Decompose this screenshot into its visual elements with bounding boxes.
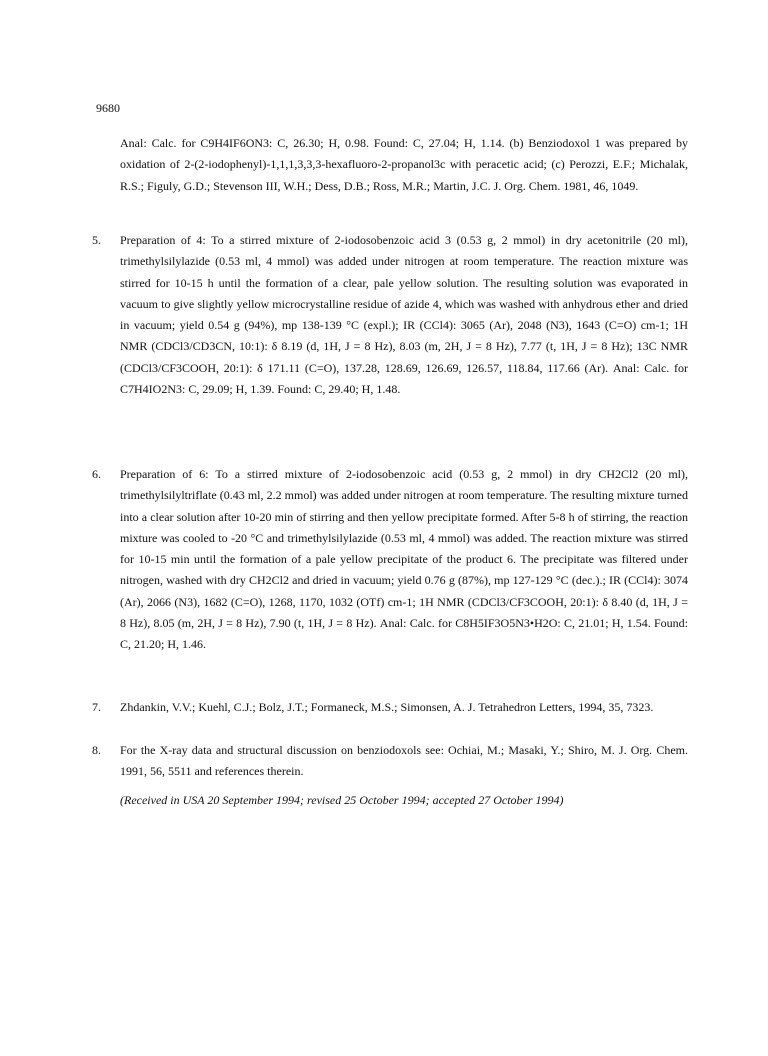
footnote-number: 5. (92, 233, 101, 247)
footnote-text: Zhdankin, V.V.; Kuehl, C.J.; Bolz, J.T.; Formaneck, M.S.; Simonsen, A. J. Tetrahedron Letters, 1994, 35, 7323. (120, 700, 654, 714)
footnote-number: 8. (92, 743, 101, 757)
footnote-7 (92, 697, 688, 718)
continued-footnote: Anal: Calc. for C9H4IF6ON3: C, 26.30; H, 0.98. Found: C, 27.04; H, 1.14. (b) Benziodoxol 1 was prepared by oxidation of 2-(2-iodophenyl)-1,1,1,3,3,3-hexafluoro-2-propanol3c with peracetic acid; (c) Perozzi, E.F.; Michalak, R.S.; Figuly, G.D.; Stevenson III, W.H.; Dess, D.B.; Ross, M.R.; Martin, J.C. J. Org. Chem. 1981, 46, 1049. (120, 136, 688, 193)
footnote-text: Preparation of 4: To a stirred mixture of 2-iodosobenzoic acid 3 (0.53 g, 2 mmol) in dry acetonitrile (20 ml), trimethylsilylazide (0.53 ml, 4 mmol) was added under nitrogen at room temperature. The reaction mixture was stirred for 10-15 h until the formation of a clear, pale yellow solution. The resulting solution was evaporated in vacuum to give slightly yellow microcrystalline residue of azide 4, which was washed with anhydrous ether and dried in vacuum; yield 0.54 g (94%), mp 138-139 °C (expl.); IR (CCl4): 3065 (Ar), 2048 (N3), 1643 (C=O) cm-1; 1H NMR (CDCl3/CD3CN, 10:1): δ 8.19 (d, 1H, J = 8 Hz), 8.03 (m, 2H, J = 8 Hz), 7.77 (t, 1H, J = 8 Hz); 13C NMR (CDCl3/CF3COOH, 20:1): δ 171.11 (C=O), 137.28, 128.69, 126.69, 126.57, 118.84, 117.66 (Ar). Anal: Calc. for C7H4IO2N3: C, 29.09; H, 1.39. Found: C, 29.40; H, 1.48. (120, 233, 688, 397)
footnote-text: Preparation of 6: To a stirred mixture of 2-iodosobenzoic acid (0.53 g, 2 mmol) in dry CH2Cl2 (20 ml), trimethylsilyltriflate (0.43 ml, 2.2 mmol) was added under nitrogen at room temperature. The resulting mixture turned into a clear solution after 10-20 min of stirring and then yellow precipitate formed. After 5-8 h of stirring, the reaction mixture was cooled to -20 °C and trimethylsilylazide (0.53 ml, 4 mmol) was added. The reaction mixture was stirred for 10-15 min until the formation of a pale yellow precipitate of the product 6. The precipitate was filtered under nitrogen, washed with dry CH2Cl2 and dried in vacuum; yield 0.76 g (87%), mp 127-129 °C (dec.).; IR (CCl4): 3074 (Ar), 2066 (N3), 1682 (C=O), 1268, 1170, 1032 (OTf) cm-1; 1H NMR (CDCl3/CF3COOH, 20:1): δ 8.40 (d, 1H, J = 8 Hz), 8.05 (m, 2H, J = 8 Hz), 7.90 (t, 1H, J = 8 Hz). Anal: Calc. for C8H5IF3O5N3•H2O: C, 21.01; H, 1.54. Found: C, 21.20; H, 1.46. (120, 467, 688, 652)
footnote-number: 6. (92, 467, 101, 481)
page-number: 9680 (96, 101, 120, 115)
footnote-number: 7. (92, 700, 101, 714)
footnote-8 (92, 740, 688, 783)
received-dates: (Received in USA 20 September 1994; revised 25 October 1994; accepted 27 October 1994) (120, 793, 564, 807)
footnote-5 (92, 230, 688, 400)
footnote-text: For the X-ray data and structural discussion on benziodoxols see: Ochiai, M.; Masaki, Y.; Shiro, M. J. Org. Chem. 1991, 56, 5511 and references therein. (120, 743, 688, 779)
footnote-6 (92, 464, 688, 656)
